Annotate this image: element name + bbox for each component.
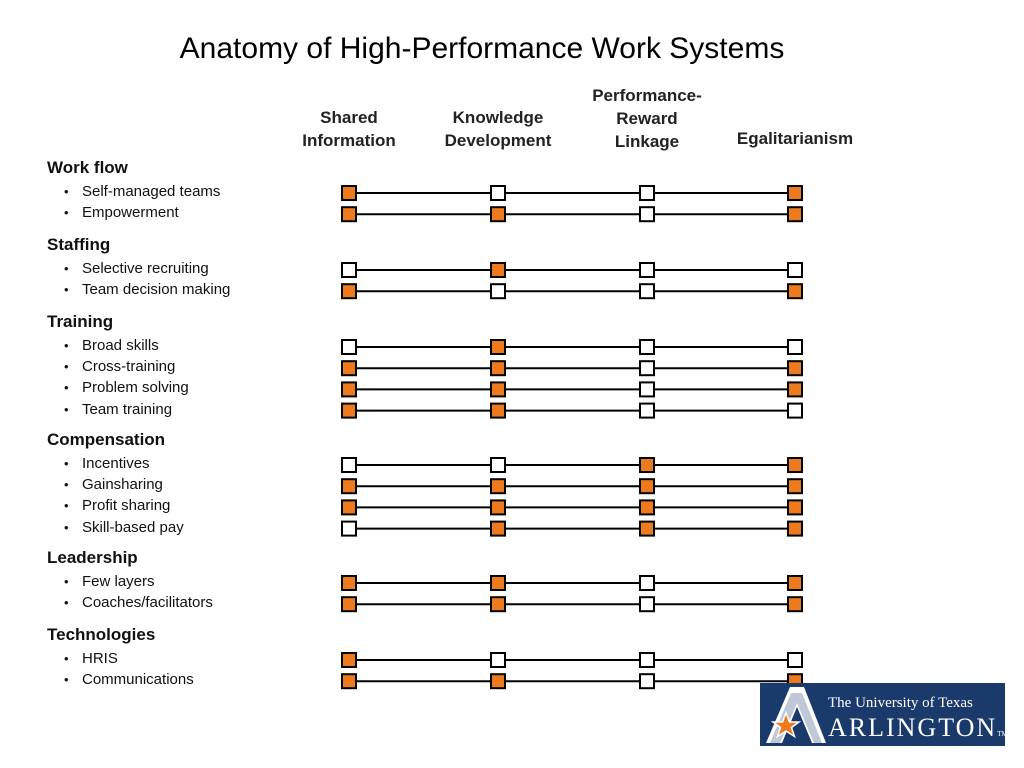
filled-square-mark	[788, 186, 802, 200]
filled-square-mark	[491, 404, 505, 418]
row-item-label: Communications	[82, 671, 194, 689]
filled-square-mark	[788, 458, 802, 472]
category-heading: Compensation	[47, 430, 166, 449]
filled-square-mark	[342, 207, 356, 221]
row-item-label: Few layers	[82, 573, 155, 590]
filled-square-mark	[788, 284, 802, 298]
row-item-label: Empowerment	[82, 204, 179, 222]
bullet-icon: •	[64, 282, 69, 298]
filled-square-mark	[788, 382, 802, 396]
empty-square-mark	[342, 522, 356, 536]
row-item-label: Self-managed teams	[82, 183, 221, 200]
empty-square-mark	[640, 340, 654, 354]
empty-square-mark	[342, 340, 356, 354]
row-item-label: HRIS	[82, 650, 118, 667]
empty-square-mark	[640, 576, 654, 590]
bullet-icon: •	[64, 595, 69, 611]
filled-square-mark	[491, 361, 505, 375]
filled-square-mark	[491, 576, 505, 590]
filled-square-mark	[342, 653, 356, 667]
filled-square-mark	[342, 576, 356, 590]
filled-square-mark	[342, 186, 356, 200]
category-heading: Training	[47, 312, 114, 331]
filled-square-mark	[640, 458, 654, 472]
empty-square-mark	[342, 263, 356, 277]
filled-square-mark	[342, 382, 356, 396]
empty-square-mark	[491, 653, 505, 667]
category-heading: Technologies	[47, 625, 156, 644]
row-item-label: Team decision making	[82, 281, 231, 299]
empty-square-mark	[788, 340, 802, 354]
bullet-icon: •	[64, 477, 69, 493]
filled-square-mark	[342, 479, 356, 493]
bullet-icon: •	[64, 401, 69, 417]
filled-square-mark	[342, 500, 356, 514]
logo-line-university: The University of Texas	[828, 695, 973, 711]
empty-square-mark	[640, 404, 654, 418]
row-item-label: Profit sharing	[82, 497, 171, 515]
filled-square-mark	[342, 674, 356, 688]
filled-square-mark	[491, 522, 505, 536]
filled-square-mark	[342, 597, 356, 611]
category-heading: Leadership	[47, 548, 138, 567]
filled-square-mark	[788, 576, 802, 590]
empty-square-mark	[640, 186, 654, 200]
filled-square-mark	[491, 674, 505, 688]
empty-square-mark	[640, 207, 654, 221]
filled-square-mark	[788, 597, 802, 611]
star-a-logo-icon	[760, 683, 828, 746]
row-item-label: Cross-training	[82, 358, 176, 376]
filled-square-mark	[491, 479, 505, 493]
category-heading: Staffing	[47, 235, 111, 254]
empty-square-mark	[640, 674, 654, 688]
column-header-egalitarianism: Egalitarianism	[736, 129, 854, 148]
empty-square-mark	[640, 382, 654, 396]
bullet-icon: •	[64, 456, 69, 471]
bullet-icon: •	[64, 672, 69, 688]
filled-square-mark	[640, 522, 654, 536]
bullet-icon: •	[64, 359, 69, 375]
filled-square-mark	[342, 361, 356, 375]
row-item-label: Team training	[82, 400, 173, 418]
filled-square-mark	[491, 340, 505, 354]
filled-square-mark	[788, 207, 802, 221]
column-header-knowledge-development: Knowledge Development	[444, 108, 552, 150]
empty-square-mark	[640, 653, 654, 667]
bullet-icon: •	[64, 338, 69, 353]
empty-square-mark	[640, 597, 654, 611]
university-logo	[760, 683, 1008, 746]
filled-square-mark	[342, 284, 356, 298]
bullet-icon: •	[64, 205, 69, 221]
bullet-icon: •	[64, 184, 69, 199]
filled-square-mark	[491, 207, 505, 221]
bullet-icon: •	[64, 380, 69, 396]
empty-square-mark	[491, 284, 505, 298]
bullet-icon: •	[64, 651, 69, 666]
empty-square-mark	[640, 263, 654, 277]
bullet-icon: •	[64, 519, 69, 535]
filled-square-mark	[491, 597, 505, 611]
row-item-label: Broad skills	[82, 337, 159, 354]
row-item-label: Skill-based pay	[82, 518, 184, 536]
empty-square-mark	[788, 263, 802, 277]
empty-square-mark	[640, 284, 654, 298]
filled-square-mark	[491, 500, 505, 514]
empty-square-mark	[788, 653, 802, 667]
category-heading: Work flow	[47, 158, 128, 177]
filled-square-mark	[640, 500, 654, 514]
empty-square-mark	[788, 404, 802, 418]
bullet-icon: •	[64, 574, 69, 589]
empty-square-mark	[342, 458, 356, 472]
filled-square-mark	[788, 361, 802, 375]
column-header-shared-information: Shared Information	[302, 108, 396, 150]
row-item-label: Incentives	[82, 455, 150, 472]
filled-square-mark	[640, 479, 654, 493]
bullet-icon: •	[64, 261, 69, 276]
filled-square-mark	[491, 382, 505, 396]
filled-square-mark	[342, 404, 356, 418]
page-title: Anatomy of High-Performance Work Systems	[179, 32, 785, 65]
filled-square-mark	[788, 500, 802, 514]
logo-line-arlington: ARLINGTONTM	[828, 713, 1008, 742]
row-item-label: Problem solving	[82, 379, 189, 397]
column-header-performance-reward-linkage: Performance- Reward Linkage	[592, 86, 702, 151]
empty-square-mark	[491, 458, 505, 472]
filled-square-mark	[788, 522, 802, 536]
row-item-label: Gainsharing	[82, 476, 163, 494]
row-item-label: Coaches/facilitators	[82, 594, 213, 612]
empty-square-mark	[491, 186, 505, 200]
empty-square-mark	[640, 361, 654, 375]
filled-square-mark	[788, 479, 802, 493]
bullet-icon: •	[64, 498, 69, 514]
filled-square-mark	[491, 263, 505, 277]
row-item-label: Selective recruiting	[82, 260, 209, 277]
